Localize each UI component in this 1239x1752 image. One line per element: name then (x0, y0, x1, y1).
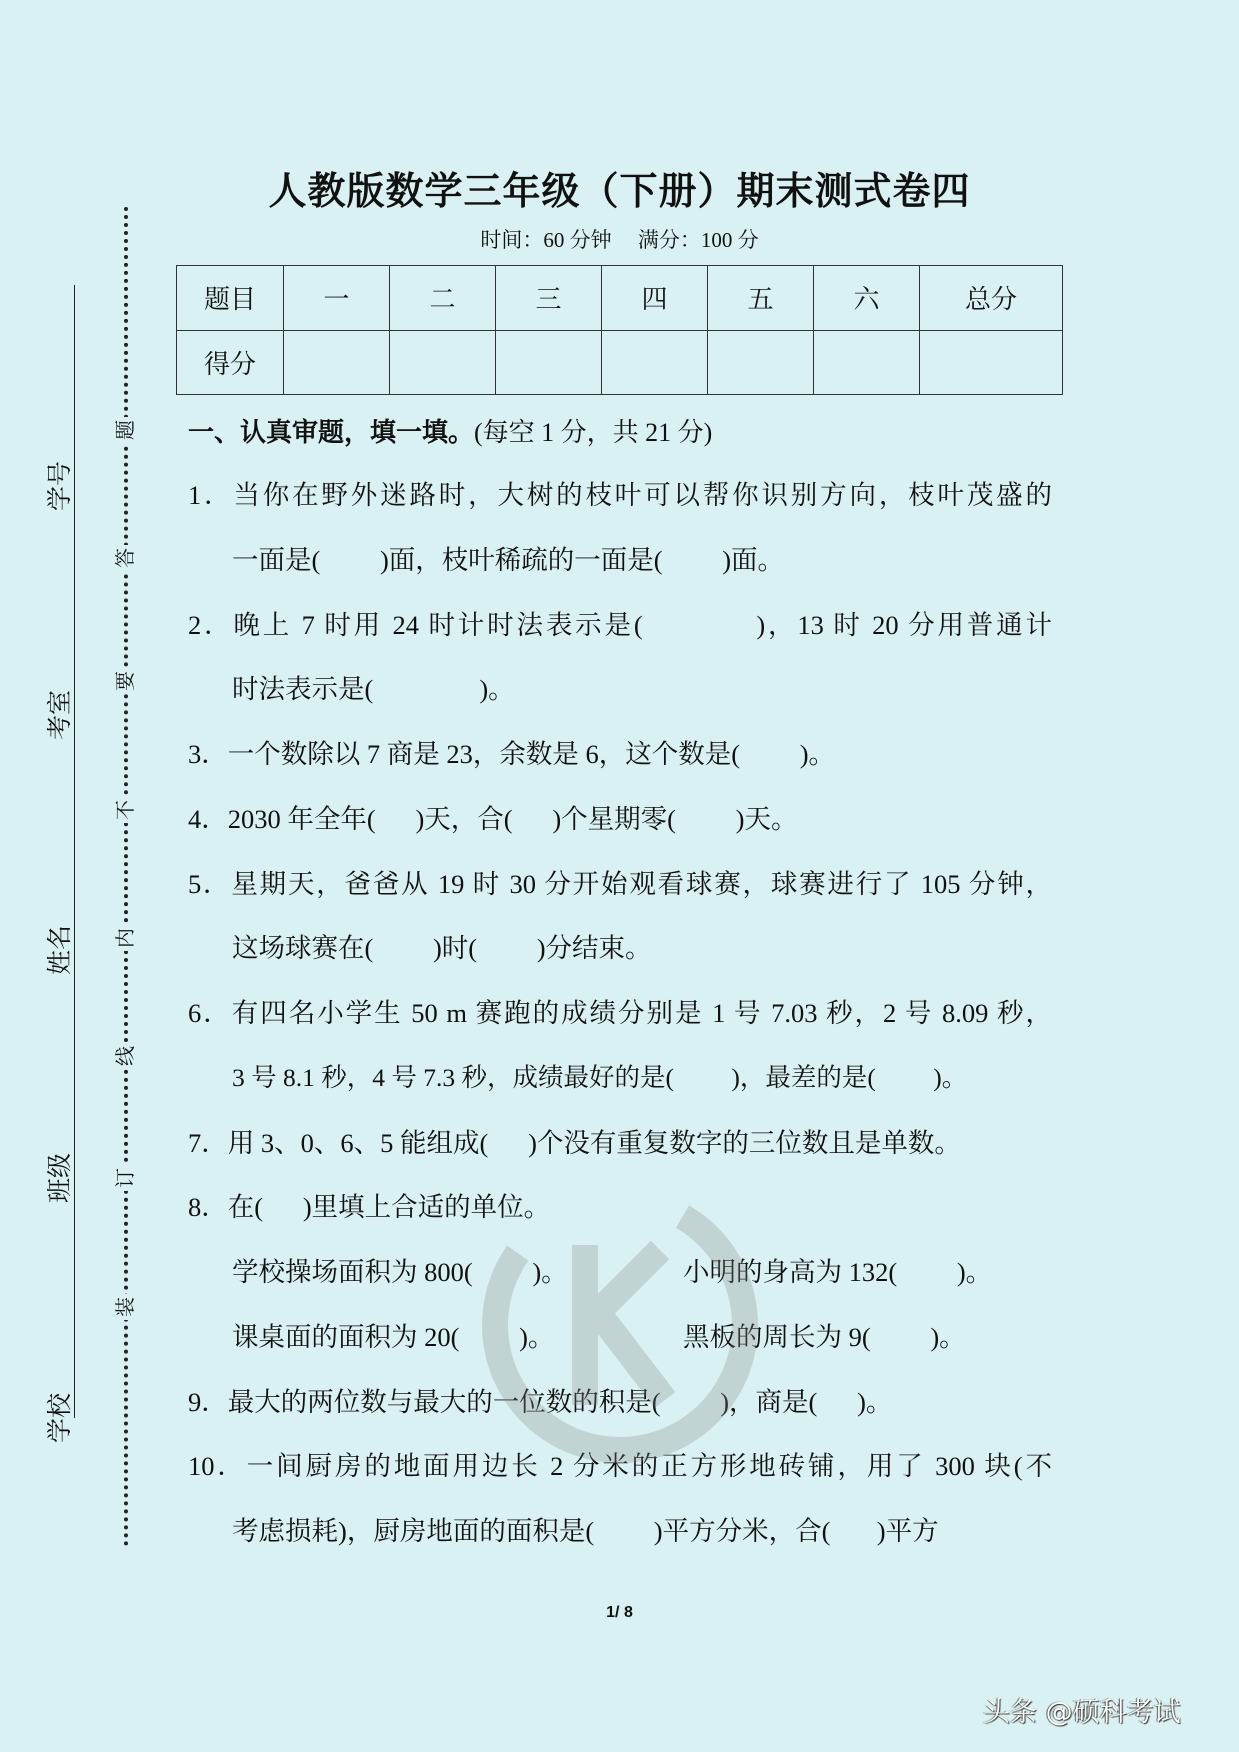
seal-char: 答 (113, 545, 139, 571)
question-6-cont: 3 号 8.1 秒，4 号 7.3 秒，成绩最好的是( )，最差的是( )。 (232, 1063, 968, 1092)
score-cell (390, 330, 496, 395)
seal-char: 题 (113, 417, 139, 443)
question-1-cont: 一面是( )面，枝叶稀疏的一面是( )面。 (232, 545, 785, 575)
seal-char: 订 (113, 1165, 139, 1191)
table-header-cell: 六 (814, 266, 920, 331)
question-8-item: 黑板的周长为 9( )。 (683, 1322, 966, 1352)
brand-watermark: 头条 @硕科考试 (983, 1697, 1181, 1728)
table-header-cell: 总分 (920, 266, 1063, 331)
table-header-cell: 题目 (177, 266, 284, 331)
seal-char: 内 (113, 925, 139, 951)
binding-dotted-line (124, 207, 128, 1547)
score-cell (920, 330, 1063, 395)
exam-time-score: 时间：60 分钟 满分：100 分 (480, 228, 759, 252)
score-table (176, 265, 1063, 395)
question-5: 5．星期天，爸爸从 19 时 30 分开始观看球赛，球赛进行了 105 分钟， (188, 869, 1052, 899)
score-cell (814, 330, 920, 395)
question-7: 7．用 3、0、6、5 能组成( )个没有重复数字的三位数且是单数。 (188, 1128, 961, 1158)
table-row (177, 266, 1063, 331)
question-2: 2．晚上 7 时用 24 时计时法表示是( )，13 时 20 分用普通计 (188, 610, 1052, 640)
question-10: 10．一间厨房的地面用边长 2 分米的正方形地砖铺，用了 300 块(不 (188, 1451, 1052, 1481)
row-label: 得分 (177, 330, 284, 395)
score-cell (496, 330, 602, 395)
section-heading (188, 412, 712, 449)
question-3: 3．一个数除以 7 商是 23，余数是 6，这个数是( )。 (188, 739, 836, 769)
watermark-logo (470, 1175, 770, 1475)
question-6: 6．有四名小学生 50 m 赛跑的成绩分别是 1 号 7.03 秒，2 号 8.09 秒， (188, 998, 1052, 1028)
field-class: 班级 (47, 1153, 74, 1204)
field-name: 姓名 (47, 925, 74, 976)
question-9: 9．最大的两位数与最大的一位数的积是( )，商是( )。 (188, 1387, 893, 1417)
seal-char: 要 (113, 668, 139, 694)
section-title: 一、认真审题，填一填。 (188, 418, 475, 448)
table-header-cell: 四 (602, 266, 708, 331)
table-header-cell: 五 (708, 266, 814, 331)
score-cell (602, 330, 708, 395)
question-8-item: 课桌面的面积为 20( )。 (232, 1322, 555, 1352)
table-header-cell: 三 (496, 266, 602, 331)
seal-char: 不 (113, 797, 139, 823)
score-cell (708, 330, 814, 395)
page-title: 人教版数学三年级（下册）期末测式卷四 (268, 169, 971, 213)
question-8-item: 小明的身高为 132( )。 (683, 1257, 993, 1287)
question-2-cont: 时法表示是( )。 (232, 674, 515, 704)
student-info-line (74, 285, 75, 1418)
question-1: 1．当你在野外迷路时，大树的枝叶可以帮你识别方向，枝叶茂盛的 (188, 480, 1052, 510)
question-4: 4．2030 年全年( )天，合( )个星期零( )天。 (188, 804, 798, 834)
section-note: (每空 1 分，共 21 分) (474, 418, 713, 447)
question-8-item: 学校操场面积为 800( )。 (232, 1257, 568, 1287)
field-school: 学校 (47, 1393, 74, 1444)
field-student-number: 学号 (47, 461, 74, 512)
page-number: 1/ 8 (606, 1604, 633, 1621)
score-cell (284, 330, 390, 395)
seal-char: 线 (113, 1043, 139, 1069)
field-exam-room: 考室 (47, 690, 74, 741)
table-header-cell: 二 (390, 266, 496, 331)
seal-char: 装 (113, 1294, 139, 1320)
question-8: 8．在( )里填上合适的单位。 (188, 1192, 551, 1222)
table-header-cell: 一 (284, 266, 390, 331)
question-5-cont: 这场球赛在( )时( )分结束。 (232, 933, 652, 963)
table-row (177, 330, 1063, 395)
question-10-cont: 考虑损耗)，厨房地面的面积是( )平方分米，合( )平方 (232, 1516, 939, 1546)
